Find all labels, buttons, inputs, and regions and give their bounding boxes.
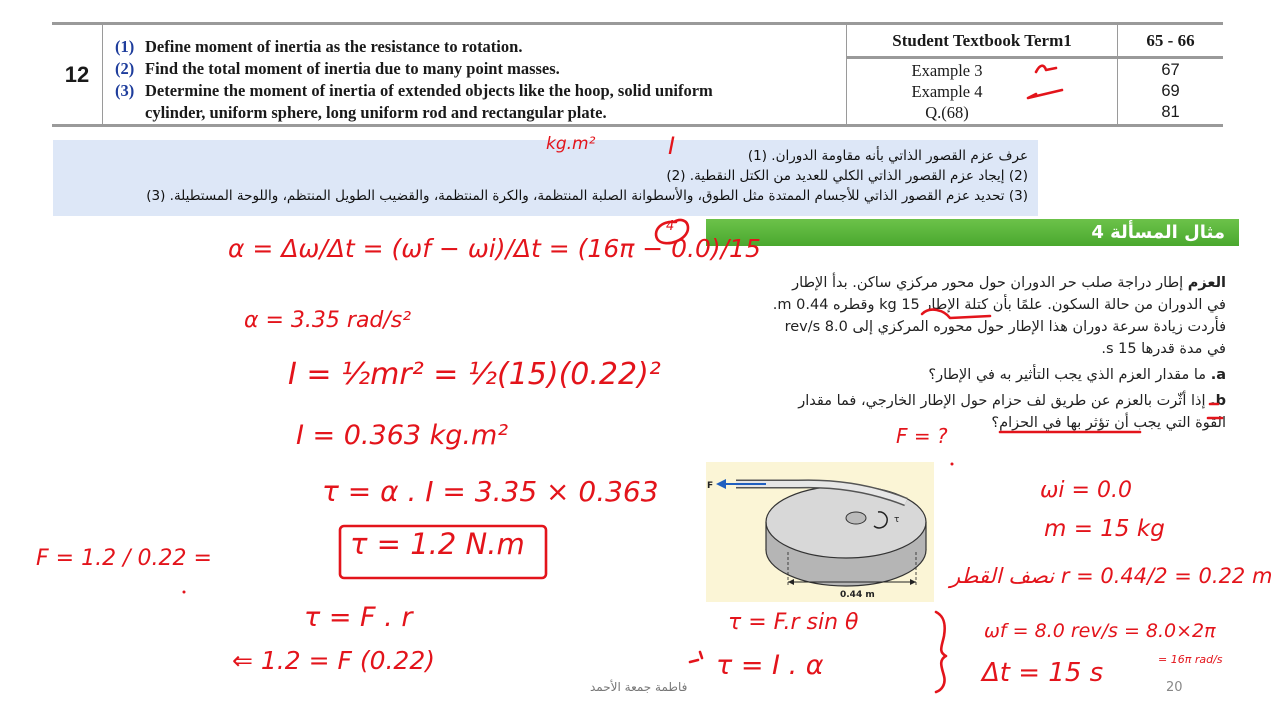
reference-page: 67 <box>1161 61 1180 79</box>
torque-result: τ = 1.2 N.m <box>350 527 525 561</box>
problem-line: في الدوران من حالة السكون. علمًا بأن كتلة الإطار 15 kg وقطره 0.44 m. <box>772 297 1226 313</box>
problem-line: فأردت زيادة سرعة دوران هذا الإطار حول محوره المركزي إلى 8.0 rev/s <box>784 319 1226 335</box>
book-pages: 65 - 66 <box>1146 30 1195 50</box>
references-header <box>847 25 1223 59</box>
objectives-list <box>103 25 847 124</box>
question-label: b. <box>1210 393 1226 409</box>
example-mark: 4 <box>666 219 675 234</box>
objective-number: (2) <box>115 59 135 78</box>
inertia-result: I = 0.363 kg.m² <box>296 420 509 451</box>
example-title: مثال المسألة 4 <box>706 219 1239 246</box>
arrow-mark <box>690 652 702 662</box>
dot-mark <box>951 463 954 466</box>
unit-note: kg.m² <box>546 134 596 154</box>
inertia-formula: I = ½mr² = ½(15)(0.22)² <box>288 357 661 392</box>
question-a <box>706 364 1226 386</box>
book-title: Student Textbook Term1 <box>847 25 1118 56</box>
arabic-objective: عرف عزم القصور الذاتي بأنه مقاومة الدوران. (1) <box>747 148 1028 164</box>
reference-pages <box>1118 59 1223 124</box>
objective-text: cylinder, uniform sphere, long uniform rod and rectangular plate. <box>145 103 607 122</box>
reference-page: 81 <box>1161 103 1180 121</box>
problem-keyword: العزم <box>1187 275 1226 291</box>
author-name: فاطمة جمعة الأحمد <box>590 680 688 694</box>
references-body <box>847 59 1223 124</box>
torque-alt: τ = I . α <box>716 650 824 681</box>
torque-calculation: τ = α . I = 3.35 × 0.363 <box>322 475 659 508</box>
omega-final-result: = 16π rad/s <box>1158 653 1223 666</box>
brace <box>936 612 946 692</box>
reference-page: 69 <box>1161 82 1180 100</box>
radius-calculation: نصف القطر r = 0.44/2 = 0.22 m <box>950 564 1273 588</box>
objective-item <box>115 102 846 124</box>
reference-names <box>847 59 1118 124</box>
inertia-note: I <box>668 132 676 160</box>
page-number: 20 <box>1166 680 1183 695</box>
objective-item <box>115 36 846 58</box>
reference-name: Example 4 <box>911 82 983 101</box>
torque-substitution: ⇐ 1.2 = F (0.22) <box>232 646 435 675</box>
objective-text: Find the total moment of inertia due to many point masses. <box>145 59 560 78</box>
references <box>847 25 1223 124</box>
wheel-illustration <box>706 462 934 602</box>
objective-text: Determine the moment of inertia of extended objects like the hoop, solid uniform <box>145 81 713 100</box>
force-calculation: F = 1.2 / 0.22 = <box>36 546 212 571</box>
torque-general: τ = F.r sin θ <box>728 610 859 635</box>
force-question: F = ? <box>896 424 948 448</box>
objective-number <box>115 102 145 124</box>
reference-name: Q.(68) <box>925 103 969 122</box>
reference-name: Example 3 <box>911 61 983 80</box>
wheel-figure <box>706 462 934 602</box>
question-b-continued: القوة التي يجب أن تؤثر بها في الحزام؟ <box>991 415 1226 431</box>
delta-time: Δt = 15 s <box>982 658 1104 688</box>
problem-text <box>706 272 1226 434</box>
problem-line: في مدة قدرها 15 s. <box>1101 341 1226 357</box>
question-label: a. <box>1210 367 1226 383</box>
torque-force-relation: τ = F . r <box>304 602 413 633</box>
question-text: إذا أثّرت بالعزم عن طريق لف حزام حول الإطار الخارجي، فما مقدار <box>798 393 1206 409</box>
objectives-table <box>52 22 1223 127</box>
question-b <box>706 390 1226 412</box>
mass-value: m = 15 kg <box>1044 516 1165 542</box>
alpha-result: α = 3.35 rad/s² <box>244 308 412 333</box>
question-text: ما مقدار العزم الذي يجب التأثير به في الإطار؟ <box>928 367 1207 383</box>
objective-text: Define moment of inertia as the resistance to rotation. <box>145 37 523 56</box>
arabic-objective: (2) إيجاد عزم القصور الذاتي الكلي للعديد من الكتل النقطية. (2) <box>666 168 1028 184</box>
diameter-label: 0.44 m <box>840 590 875 600</box>
arabic-objective: (3) تحديد عزم القصور الذاتي للأجسام الممتدة مثل الطوق، والأسطوانة الصلبة المنتظمة، والكرة المنتظمة، والقضيب الطويل المنتظم، واللوحة المستطيلة. (3) <box>146 188 1028 204</box>
alpha-definition: α = Δω/Δt = (ωf − ωi)/Δt = (16π − 0.0)/15 <box>228 234 761 263</box>
objective-number: (3) <box>115 81 135 100</box>
objective-item <box>115 58 846 80</box>
omega-initial: ωi = 0.0 <box>1040 478 1132 503</box>
objective-number: (1) <box>115 37 135 56</box>
torque-label: τ <box>894 515 900 525</box>
lesson-number: 12 <box>52 25 103 124</box>
objective-item <box>115 80 846 102</box>
problem-line: إطار دراجة صلب حر الدوران حول محور مركزي ساكن. بدأ الإطار <box>792 275 1184 291</box>
force-label: F <box>707 481 714 491</box>
dot-mark <box>183 591 186 594</box>
omega-final: ωf = 8.0 rev/s = 8.0×2π <box>984 620 1216 642</box>
